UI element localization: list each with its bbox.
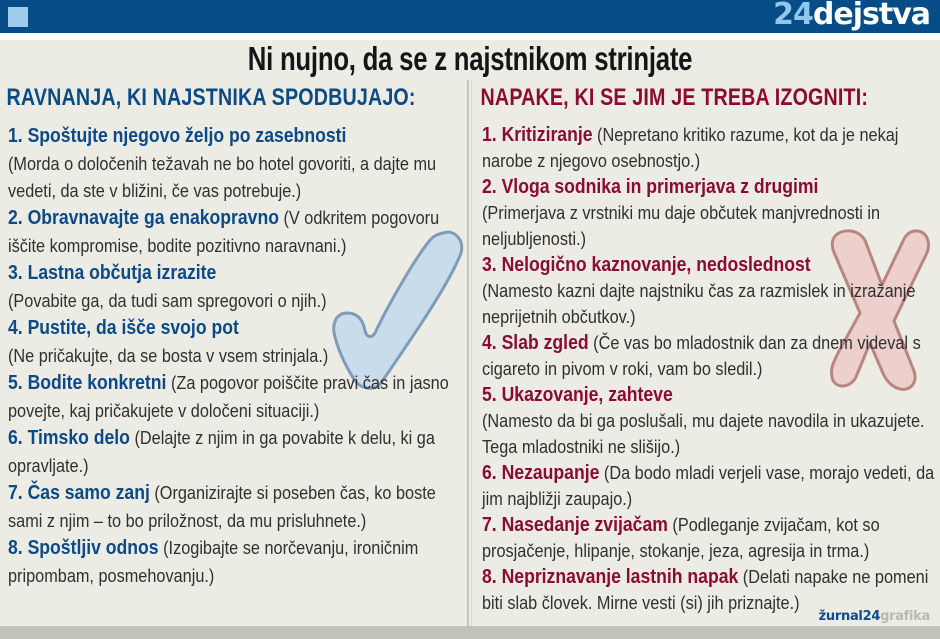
item-title: 5. Bodite konkretni — [8, 372, 167, 394]
mistakes-column — [474, 82, 940, 624]
list-item — [8, 479, 470, 534]
item-description: (Delajte z njim in ga povabite k delu, ki ga opravljate.) — [8, 427, 435, 476]
item-description: (Nepretano kritiko razume, kot da je nekaj narobe z njegovo osebnostjo.) — [482, 124, 899, 171]
header-separator — [0, 33, 940, 40]
item-title: 4. Pustite, da išče svojo pot — [8, 317, 239, 339]
item-description: (Podleganje zvijačam, kot so prosjačenje, hlipanje, stokanje, jeza, agresija in trma.) — [482, 514, 880, 561]
list-item — [482, 382, 940, 460]
list-item — [8, 314, 470, 369]
list-item — [482, 252, 940, 330]
list-item — [8, 122, 470, 204]
list-item — [482, 460, 940, 512]
item-title: 2. Vloga sodnika in primerjava z drugimi — [482, 176, 819, 198]
list-item — [482, 174, 940, 252]
item-title: 4. Slab zgled — [482, 332, 589, 354]
credit-brand: žurnal24 — [818, 609, 881, 624]
mistakes-list — [474, 114, 940, 616]
list-item — [8, 204, 470, 259]
item-description: (Morda o določenih težavah ne bo hotel govoriti, a dajte mu vedeti, da ste v bližini, če vas potrebuje.) — [8, 153, 437, 201]
left-column-heading: RAVNANJA, KI NAJSTNIKA SPODBUJAJO: — [6, 84, 416, 111]
item-description: (Izogibajte se norčevanju, ironičnim pripombam, posmehovanju.) — [8, 537, 419, 586]
item-title: 7. Čas samo zanj — [8, 482, 150, 504]
item-description: (Če vas bo mladostnik dan za dnem videval s cigareto in pivom v roki, vam bo sledil.) — [482, 332, 921, 379]
brand-number: 24 — [773, 0, 813, 32]
list-item — [8, 534, 470, 589]
item-title: 1. Kritiziranje — [482, 124, 593, 146]
item-title: 2. Obravnavajte ga enakopravno — [8, 207, 279, 229]
list-item — [8, 369, 470, 424]
top-bar — [0, 0, 940, 33]
item-title: 6. Nezaupanje — [482, 462, 600, 484]
item-title: 3. Nelogično kaznovanje, nedoslednost — [482, 254, 811, 276]
item-title: 8. Spoštljiv odnos — [8, 537, 159, 559]
list-item — [8, 424, 470, 479]
bottom-bar — [0, 626, 940, 639]
item-description: (Primerjava z vrstniki mu daje občutek manjvrednosti in neljubljenosti.) — [482, 202, 881, 249]
brand-logo — [773, 0, 930, 33]
list-item — [8, 259, 470, 314]
item-title: 8. Nepriznavanje lastnih napak — [482, 566, 739, 588]
list-item — [482, 330, 940, 382]
item-description: (Organizirajte si poseben čas, ko boste sami z njim – to bo priložnost, da mu prisluhnete.) — [8, 482, 436, 531]
column-divider-highlight — [471, 80, 472, 626]
item-description: (Namesto kazni dajte najstniku čas za razmislek in izražanje neprijetnih občutkov.) — [482, 280, 916, 327]
list-item — [482, 122, 940, 174]
brand-word: dejstva — [812, 0, 930, 32]
right-column-heading: NAPAKE, KI SE JIM JE TREBA IZOGNITI: — [480, 84, 869, 111]
item-description: (Za pogovor poiščite pravi čas in jasno povejte, kaj pričakujete v določeni situaciji.) — [8, 372, 449, 421]
item-description: (Povabite ga, da tudi sam spregovori o njih.) — [8, 290, 327, 311]
encouraging-column — [0, 82, 465, 624]
item-description: (Ne pričakujte, da se bosta v vsem strinjala.) — [8, 345, 329, 366]
item-title: 1. Spoštujte njegovo željo po zasebnosti — [8, 125, 347, 147]
credit-logo — [819, 609, 930, 624]
credit-suffix: grafika — [880, 609, 930, 624]
encouraging-list — [0, 114, 470, 589]
item-description: (Da bodo mladi verjeli vase, morajo vedeti, da jim najbližji zaupajo.) — [482, 462, 935, 509]
square-icon — [8, 7, 28, 27]
item-title: 6. Timsko delo — [8, 427, 130, 449]
item-title: 5. Ukazovanje, zahteve — [482, 384, 673, 406]
list-item — [482, 512, 940, 564]
item-description: (Delati napake ne pomeni biti slab človek. Mirne vesti (si) jih priznajte.) — [482, 566, 929, 613]
item-description: (Namesto da bi ga poslušali, mu dajete navodila in ukazujete. Tega mladostniki ne slišijo.) — [482, 410, 925, 457]
page-title: Ni nujno, da se z najstnikom strinjate — [247, 40, 693, 77]
item-title: 7. Nasedanje zvijačam — [482, 514, 668, 536]
item-title: 3. Lastna občutja izrazite — [8, 262, 217, 284]
item-description: (V odkritem pogovoru iščite kompromise, bodite pozitivno naravnani.) — [8, 207, 440, 256]
